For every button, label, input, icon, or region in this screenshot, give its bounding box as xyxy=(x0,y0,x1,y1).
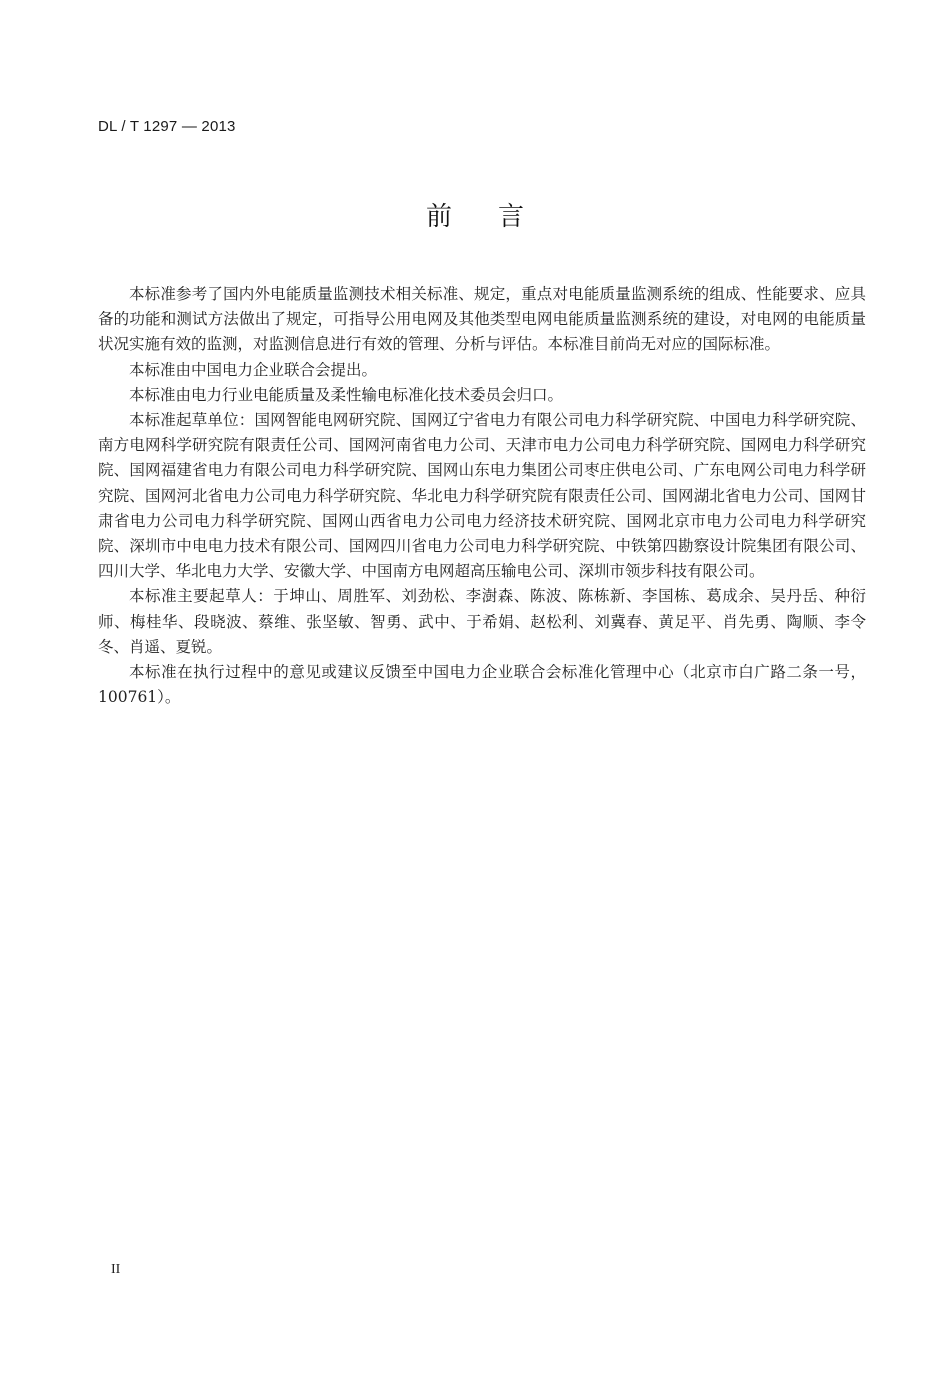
paragraph-scope: 本标准参考了国内外电能质量监测技术相关标准、规定，重点对电能质量监测系统的组成、性能要求、应具备的功能和测试方法做出了规定，可指导公用电网及其他类型电网电能质量监测系统的建设，对电网的电能质量状况实施有效的监测，对监测信息进行有效的管理、分析与评估。本标准目前尚无对应的国际标准。 xyxy=(98,285,866,354)
page-number: II xyxy=(111,1262,121,1277)
paragraph-drafting-units: 本标准起草单位：国网智能电网研究院、国网辽宁省电力有限公司电力科学研究院、中国电力科学研究院、南方电网科学研究院有限责任公司、国网河南省电力公司、天津市电力公司电力科学研究院、国网电力科学研究院、国网福建省电力有限公司电力科学研究院、国网山东电力集团公司枣庄供电公司、广东电网公司电力科学研究院、国网河北省电力公司电力科学研究院、华北电力科学研究院有限责任公司、国网湖北省电力公司、国网甘肃省电力公司电力科学研究院、国网山西省电力公司电力经济技术研究院、国网北京市电力公司电力科学研究院、深圳市中电电力技术有限公司、国网四川省电力公司电力科学研究院、中铁第四勘察设计院集团有限公司、四川大学、华北电力大学、安徽大学、中国南方电网超高压输电公司、深圳市领步科技有限公司。 xyxy=(98,411,866,581)
paragraph-drafters: 本标准主要起草人：于坤山、周胜军、刘劲松、李澍森、陈波、陈栋新、李国栋、葛成余、吴丹岳、种衍师、梅桂华、段晓波、蔡维、张坚敏、智勇、武中、于希娟、赵松利、刘冀春、黄足平、肖先勇、陶顺、李令冬、肖遥、夏锐。 xyxy=(98,587,866,656)
paragraph-committee: 本标准由电力行业电能质量及柔性输电标准化技术委员会归口。 xyxy=(129,385,564,404)
page-title: 前言 xyxy=(425,202,570,232)
paragraph-feedback: 本标准在执行过程中的意见或建议反馈至中国电力企业联合会标准化管理中心（北京市白广路二条一号，100761）。 xyxy=(98,663,866,707)
foreword-body xyxy=(98,282,866,710)
paragraph-proposer: 本标准由中国电力企业联合会提出。 xyxy=(129,360,378,379)
standard-code: DL / T 1297 — 2013 xyxy=(98,118,236,135)
